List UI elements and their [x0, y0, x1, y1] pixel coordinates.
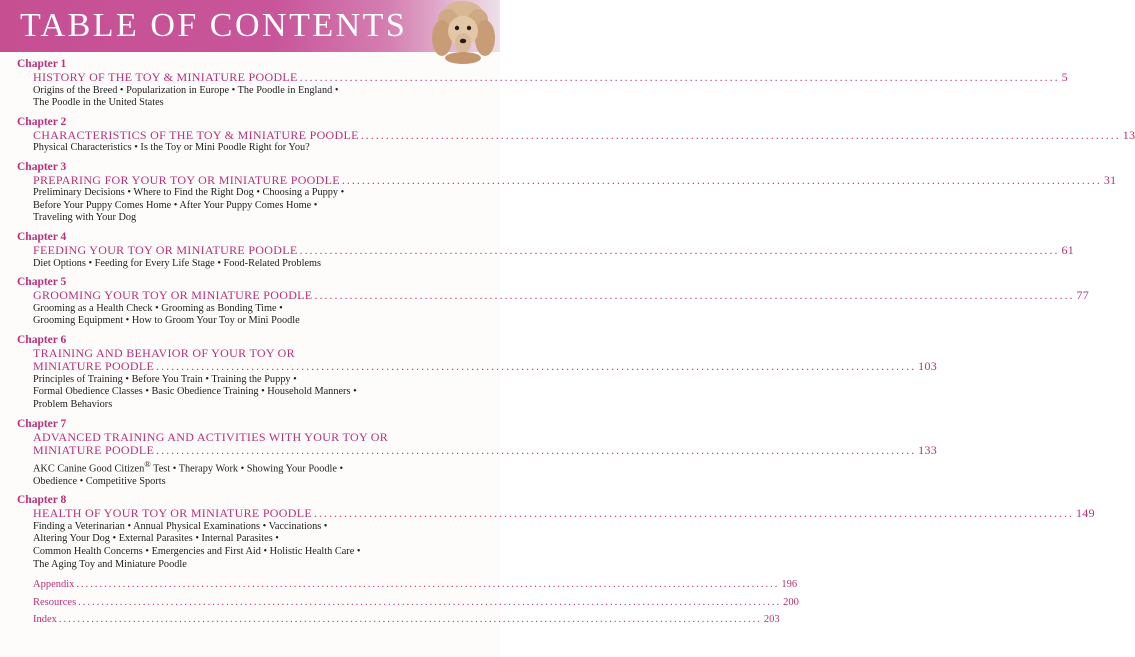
back-matter-index-link[interactable]: [33, 611, 780, 629]
page-number: 61: [1061, 243, 1075, 258]
back-matter-title: Resources: [33, 596, 77, 608]
topic-line: Formal Obedience Classes • Basic Obedience Training • Household Manners •: [33, 386, 357, 398]
topic-line: Common Health Concerns • Emergencies and First Aid • Holistic Health Care •: [33, 545, 361, 557]
toc-entry-chapter-5: [17, 275, 1090, 328]
dot-leader: ........................................................................................................................................................: [58, 614, 762, 625]
chapter-label: Chapter 4: [17, 231, 67, 244]
chapter-label: Chapter 7: [17, 417, 67, 430]
chapter-heading-link[interactable]: [17, 127, 1135, 143]
back-matter-resources-link[interactable]: [33, 594, 799, 612]
back-matter-appendix-link[interactable]: [33, 576, 798, 594]
chapter-title: HEALTH OF YOUR TOY OR MINIATURE POODLE: [33, 506, 312, 521]
dot-leader: ........................................................................................................................................................: [78, 596, 782, 608]
topic-line: The Aging Toy and Miniature Poodle: [33, 558, 187, 570]
chapter-label: Chapter 2: [17, 115, 67, 128]
chapter-topics: [17, 142, 442, 155]
chapter-title: FEEDING YOUR TOY OR MINIATURE POODLE: [33, 243, 298, 258]
topic-line: Grooming Equipment • How to Groom Your Toy or Mini Poodle: [33, 315, 300, 327]
dot-leader: ........................................................................................................................................................: [76, 579, 780, 590]
topic-text: Test • Therapy Work • Showing Your Poodle •: [150, 463, 344, 475]
topic-text: AKC Canine Good Citizen: [33, 463, 145, 475]
page-number: 149: [1075, 506, 1095, 521]
chapter-heading-link[interactable]: [17, 243, 1075, 258]
topic-line: Finding a Veterinarian • Annual Physical Examinations • Vaccinations •: [33, 520, 328, 532]
topic-line: Problem Behaviors: [33, 399, 113, 411]
dot-leader: ........................................................................................................................................................: [313, 506, 1074, 521]
chapter-title: CHARACTERISTICS OF THE TOY & MINIATURE POODLE: [33, 127, 359, 142]
dot-leader: ........................................................................................................................................................: [156, 359, 917, 374]
chapter-label: Chapter 5: [17, 276, 67, 289]
toc-entry-chapter-4: [17, 230, 1075, 270]
chapter-label: Chapter 6: [17, 333, 67, 346]
topic-line: Physical Characteristics • Is the Toy or Mini Poodle Right for You?: [33, 142, 310, 154]
chapter-topics: [17, 521, 442, 571]
page-number: 13: [1122, 127, 1135, 142]
chapter-topics: [17, 303, 442, 328]
toc-entry-chapter-8: [17, 493, 1095, 571]
page-title: TABLE OF CONTENTS: [20, 7, 408, 44]
page-number: 31: [1103, 172, 1117, 187]
topic-line: [33, 458, 442, 476]
chapter-topics: [17, 374, 442, 412]
chapter-heading-link[interactable]: [17, 506, 1095, 521]
topic-line: Diet Options • Feeding for Every Life Stage • Food-Related Problems: [33, 257, 322, 269]
chapter-heading-link[interactable]: [17, 443, 938, 458]
chapter-topics: [17, 258, 442, 271]
page-number: 133: [918, 443, 938, 458]
chapter-title: PREPARING FOR YOUR TOY OR MINIATURE POODLE: [33, 172, 340, 187]
chapter-heading-link[interactable]: [17, 359, 938, 374]
chapter-label: Chapter 3: [17, 160, 67, 173]
topic-line: Obedience • Competitive Sports: [33, 475, 166, 487]
page-number: 77: [1076, 288, 1090, 303]
back-matter-title: Appendix: [33, 579, 75, 590]
topic-line: Altering Your Dog • External Parasites • Internal Parasites •: [33, 533, 279, 545]
topic-line: Preliminary Decisions • Where to Find the Right Dog • Choosing a Puppy •: [33, 187, 345, 199]
chapter-heading-link[interactable]: [17, 70, 1068, 85]
poodle-photo: [426, 0, 500, 62]
chapter-title: HISTORY OF THE TOY & MINIATURE POODLE: [33, 70, 298, 84]
page-number: 203: [763, 614, 780, 625]
topic-line: The Poodle in the United States: [33, 97, 164, 109]
page-number: 196: [781, 579, 798, 590]
chapter-topics: [17, 187, 442, 225]
table-of-contents: [17, 57, 1135, 576]
dot-leader: ........................................................................................................................................................: [360, 127, 1121, 142]
toc-entry-chapter-7: [17, 417, 938, 489]
chapter-topics: [17, 458, 442, 489]
chapter-title: MINIATURE POODLE: [33, 443, 155, 458]
page-number: 5: [1061, 70, 1068, 84]
chapter-heading-link[interactable]: [17, 288, 1090, 303]
dot-leader: ........................................................................................................................................................: [299, 243, 1060, 258]
topic-line: Before Your Puppy Comes Home • After Your Puppy Comes Home •: [33, 199, 318, 211]
chapter-topics: [17, 85, 442, 110]
dot-leader: ........................................................................................................................................................: [314, 288, 1075, 303]
chapter-label: Chapter 8: [17, 494, 67, 507]
back-matter-list: [33, 576, 799, 629]
dot-leader: ........................................................................................................................................................: [341, 172, 1102, 187]
page-number: 103: [918, 359, 938, 374]
topic-line: Grooming as a Health Check • Grooming as Bonding Time •: [33, 302, 283, 314]
topic-line: Traveling with Your Dog: [33, 212, 137, 224]
toc-entry-chapter-6: [17, 333, 938, 412]
topic-line: Origins of the Breed • Popularization in Europe • The Poodle in England •: [33, 84, 339, 96]
chapter-title: GROOMING YOUR TOY OR MINIATURE POODLE: [33, 288, 313, 303]
chapter-title-line-1[interactable]: TRAINING AND BEHAVIOR OF YOUR TOY OR: [33, 345, 295, 360]
chapter-title-line-1[interactable]: ADVANCED TRAINING AND ACTIVITIES WITH YOUR TOY OR: [33, 429, 389, 444]
header-banner: [0, 0, 500, 52]
chapter-heading-link[interactable]: [17, 172, 1117, 188]
page-number: 200: [783, 596, 799, 608]
dot-leader: ........................................................................................................................................................: [299, 70, 1060, 84]
registered-mark: ®: [144, 458, 151, 469]
toc-entry-chapter-2: [17, 115, 1135, 155]
chapter-title: MINIATURE POODLE: [33, 359, 155, 374]
toc-entry-chapter-3: [17, 160, 1117, 225]
toc-entry-chapter-1: [17, 57, 1068, 110]
back-matter-title: Index: [33, 614, 57, 625]
topic-line: Principles of Training • Before You Train • Training the Puppy •: [33, 373, 297, 385]
dot-leader: ........................................................................................................................................................: [156, 443, 917, 458]
chapter-label: Chapter 1: [17, 58, 67, 70]
